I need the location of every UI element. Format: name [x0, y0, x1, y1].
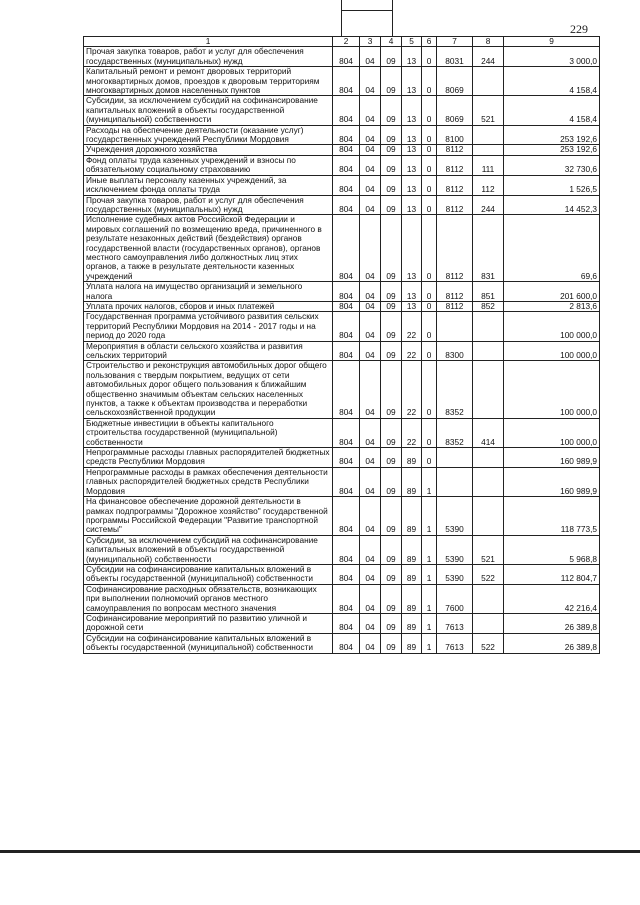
row-amount-cell: 160 989,9 — [504, 448, 600, 468]
row-amount-cell: 201 600,0 — [504, 282, 600, 302]
row-code-cell — [473, 312, 504, 341]
scan-line-left — [341, 0, 342, 36]
row-name-cell: Уплата прочих налогов, сборов и иных платежей — [84, 301, 333, 311]
row-code-cell: 804 — [333, 564, 360, 584]
row-name-cell: Учреждения дорожного хозяйства — [84, 145, 333, 155]
row-code-cell — [473, 341, 504, 361]
row-code-cell: 804 — [333, 361, 360, 418]
row-code-cell: 04 — [360, 312, 381, 341]
row-code-cell: 89 — [402, 613, 422, 633]
column-header-5: 5 — [402, 37, 422, 47]
row-code-cell: 09 — [381, 301, 402, 311]
row-code-cell: 13 — [402, 155, 422, 175]
row-code-cell: 804 — [333, 175, 360, 195]
scan-line-right — [392, 0, 393, 36]
row-name-cell: Расходы на обеспечение деятельности (оказание услуг) государственных учреждений Республики Мордовия — [84, 125, 333, 145]
row-amount-cell: 69,6 — [504, 215, 600, 282]
row-code-cell: 04 — [360, 497, 381, 536]
row-code-cell: 831 — [473, 215, 504, 282]
row-code-cell: 1 — [422, 613, 437, 633]
row-code-cell: 804 — [333, 497, 360, 536]
row-code-cell: 89 — [402, 584, 422, 613]
row-code-cell: 8300 — [437, 341, 473, 361]
column-header-3: 3 — [360, 37, 381, 47]
row-code-cell: 13 — [402, 67, 422, 96]
row-code-cell: 8112 — [437, 155, 473, 175]
row-code-cell: 804 — [333, 155, 360, 175]
row-code-cell: 0 — [422, 175, 437, 195]
table-row — [84, 125, 600, 145]
row-code-cell: 1 — [422, 564, 437, 584]
row-code-cell: 09 — [381, 47, 402, 67]
row-code-cell: 0 — [422, 67, 437, 96]
row-code-cell: 804 — [333, 312, 360, 341]
row-code-cell: 111 — [473, 155, 504, 175]
row-code-cell: 13 — [402, 96, 422, 125]
row-code-cell: 09 — [381, 613, 402, 633]
row-code-cell: 13 — [402, 282, 422, 302]
row-amount-cell: 112 804,7 — [504, 564, 600, 584]
row-code-cell: 04 — [360, 535, 381, 564]
row-code-cell: 0 — [422, 47, 437, 67]
column-header-7: 7 — [437, 37, 473, 47]
row-code-cell: 8112 — [437, 215, 473, 282]
row-code-cell — [473, 613, 504, 633]
row-code-cell: 89 — [402, 467, 422, 496]
row-name-cell: На финансовое обеспечение дорожной деятельности в рамках подпрограммы "Дорожное хозяйство" государственной программы Российской Федерации "Развитие транспортной системы" — [84, 497, 333, 536]
row-code-cell: 04 — [360, 467, 381, 496]
table-row — [84, 312, 600, 341]
row-amount-cell: 32 730,6 — [504, 155, 600, 175]
row-code-cell: 04 — [360, 67, 381, 96]
row-code-cell: 1 — [422, 467, 437, 496]
row-name-cell: Уплата налога на имущество организаций и земельного налога — [84, 282, 333, 302]
row-code-cell: 0 — [422, 215, 437, 282]
row-code-cell: 522 — [473, 564, 504, 584]
row-amount-cell: 253 192,6 — [504, 125, 600, 145]
column-header-4: 4 — [381, 37, 402, 47]
row-code-cell: 0 — [422, 312, 437, 341]
row-amount-cell: 4 158,4 — [504, 96, 600, 125]
row-code-cell: 09 — [381, 195, 402, 215]
table-row — [84, 361, 600, 418]
row-code-cell: 04 — [360, 448, 381, 468]
row-name-cell: Субсидии, за исключением субсидий на софинансирование капитальных вложений в объекты государственной (муниципальной) собственности — [84, 535, 333, 564]
row-code-cell: 04 — [360, 175, 381, 195]
row-code-cell: 09 — [381, 312, 402, 341]
row-code-cell: 7600 — [437, 584, 473, 613]
row-code-cell: 0 — [422, 361, 437, 418]
table-body — [84, 47, 600, 653]
table-row — [84, 155, 600, 175]
row-code-cell: 8112 — [437, 301, 473, 311]
row-code-cell: 0 — [422, 195, 437, 215]
row-code-cell: 0 — [422, 418, 437, 447]
table-row — [84, 341, 600, 361]
row-code-cell: 1 — [422, 535, 437, 564]
row-code-cell: 0 — [422, 96, 437, 125]
row-code-cell: 09 — [381, 467, 402, 496]
row-code-cell: 8069 — [437, 96, 473, 125]
row-name-cell: Капитальный ремонт и ремонт дворовых территорий многоквартирных домов, проездов к дворовым территориям многоквартирных домов населенных пунктов — [84, 67, 333, 96]
column-header-9: 9 — [504, 37, 600, 47]
row-code-cell: 414 — [473, 418, 504, 447]
row-code-cell: 8112 — [437, 195, 473, 215]
row-amount-cell: 100 000,0 — [504, 418, 600, 447]
row-code-cell: 04 — [360, 584, 381, 613]
row-name-cell: Прочая закупка товаров, работ и услуг для обеспечения государственных (муниципальных) нужд — [84, 195, 333, 215]
row-code-cell: 804 — [333, 67, 360, 96]
row-code-cell: 04 — [360, 282, 381, 302]
row-code-cell: 09 — [381, 564, 402, 584]
row-amount-cell: 1 526,5 — [504, 175, 600, 195]
row-code-cell: 89 — [402, 535, 422, 564]
row-code-cell: 804 — [333, 633, 360, 653]
row-code-cell: 804 — [333, 282, 360, 302]
table-row — [84, 448, 600, 468]
row-code-cell: 09 — [381, 282, 402, 302]
row-code-cell: 804 — [333, 613, 360, 633]
row-code-cell: 804 — [333, 301, 360, 311]
table-row — [84, 564, 600, 584]
row-code-cell: 22 — [402, 312, 422, 341]
row-code-cell: 22 — [402, 418, 422, 447]
table-row — [84, 497, 600, 536]
row-code-cell: 244 — [473, 47, 504, 67]
row-name-cell: Субсидии на софинансирование капитальных вложений в объекты государственной (муниципальной) собственности — [84, 564, 333, 584]
table-row — [84, 584, 600, 613]
row-name-cell: Строительство и реконструкция автомобильных дорог общего пользования с твердым покрытием, ведущих от сети автомобильных дорог общего пользования к ближайшим общественно значимым объектам сельских населенных пунктов, а также к объектам производства и переработки сельскохозяйственной продукции — [84, 361, 333, 418]
row-code-cell: 89 — [402, 564, 422, 584]
column-header-8: 8 — [473, 37, 504, 47]
row-code-cell: 521 — [473, 96, 504, 125]
row-code-cell: 521 — [473, 535, 504, 564]
row-name-cell: Исполнение судебных актов Российской Федерации и мировых соглашений по возмещению вреда, причиненного в результате незаконных действий (бездействия) органов государственной власти (государственных органов), органов местного самоуправления либо должностных лиц этих органов, а также в результате деятельности казенных учреждений — [84, 215, 333, 282]
row-code-cell: 22 — [402, 341, 422, 361]
row-code-cell: 1 — [422, 497, 437, 536]
row-code-cell: 1 — [422, 584, 437, 613]
row-code-cell: 09 — [381, 361, 402, 418]
row-code-cell: 89 — [402, 448, 422, 468]
row-code-cell: 09 — [381, 497, 402, 536]
row-code-cell: 5390 — [437, 497, 473, 536]
row-code-cell: 04 — [360, 195, 381, 215]
row-name-cell: Софинансирование расходных обязательств, возникающих при выполнении полномочий органов местного самоуправления по вопросам местного значения — [84, 584, 333, 613]
row-code-cell: 804 — [333, 467, 360, 496]
row-amount-cell: 118 773,5 — [504, 497, 600, 536]
scan-line-top — [341, 10, 393, 11]
row-code-cell: 09 — [381, 633, 402, 653]
row-code-cell: 804 — [333, 96, 360, 125]
row-code-cell — [473, 125, 504, 145]
table-row — [84, 145, 600, 155]
row-code-cell: 7613 — [437, 613, 473, 633]
row-code-cell: 0 — [422, 448, 437, 468]
row-amount-cell: 14 452,3 — [504, 195, 600, 215]
row-code-cell: 244 — [473, 195, 504, 215]
row-amount-cell: 3 000,0 — [504, 47, 600, 67]
column-header-2: 2 — [333, 37, 360, 47]
row-code-cell: 89 — [402, 497, 422, 536]
row-code-cell: 09 — [381, 215, 402, 282]
table-header-row — [84, 37, 600, 47]
row-name-cell: Государственная программа устойчивого развития сельских территорий Республики Мордовия на 2014 - 2017 годы и на период до 2020 года — [84, 312, 333, 341]
row-code-cell: 09 — [381, 155, 402, 175]
row-code-cell: 5390 — [437, 535, 473, 564]
page-number: 229 — [570, 22, 588, 36]
scan-bottom-edge — [0, 850, 640, 853]
table-row — [84, 175, 600, 195]
row-code-cell: 13 — [402, 125, 422, 145]
row-code-cell — [473, 448, 504, 468]
row-code-cell — [473, 67, 504, 96]
row-code-cell: 89 — [402, 633, 422, 653]
table-row — [84, 613, 600, 633]
row-code-cell: 804 — [333, 341, 360, 361]
row-code-cell: 8100 — [437, 125, 473, 145]
row-code-cell: 8352 — [437, 418, 473, 447]
row-code-cell — [473, 497, 504, 536]
row-code-cell — [437, 467, 473, 496]
row-amount-cell: 5 968,8 — [504, 535, 600, 564]
row-code-cell: 804 — [333, 418, 360, 447]
row-name-cell: Бюджетные инвестиции в объекты капитального строительства государственной (муниципальной) собственности — [84, 418, 333, 447]
row-amount-cell: 26 389,8 — [504, 613, 600, 633]
row-code-cell: 8069 — [437, 67, 473, 96]
row-name-cell: Непрограммные расходы в рамках обеспечения деятельности главных распорядителей бюджетных средств Республики Мордовия — [84, 467, 333, 496]
table-row — [84, 47, 600, 67]
row-name-cell: Мероприятия в области сельского хозяйства и развития сельских территорий — [84, 341, 333, 361]
row-code-cell: 04 — [360, 613, 381, 633]
row-code-cell — [473, 145, 504, 155]
row-amount-cell: 4 158,4 — [504, 67, 600, 96]
row-code-cell: 804 — [333, 448, 360, 468]
row-code-cell: 8112 — [437, 282, 473, 302]
row-code-cell: 13 — [402, 175, 422, 195]
row-name-cell: Софинансирование мероприятий по развитию уличной и дорожной сети — [84, 613, 333, 633]
row-code-cell: 09 — [381, 96, 402, 125]
row-name-cell: Иные выплаты персоналу казенных учреждений, за исключением фонда оплаты труда — [84, 175, 333, 195]
row-amount-cell: 42 216,4 — [504, 584, 600, 613]
row-code-cell: 04 — [360, 215, 381, 282]
row-code-cell: 804 — [333, 145, 360, 155]
row-code-cell: 0 — [422, 145, 437, 155]
row-code-cell: 04 — [360, 341, 381, 361]
row-code-cell: 04 — [360, 564, 381, 584]
row-code-cell: 0 — [422, 282, 437, 302]
row-code-cell: 09 — [381, 125, 402, 145]
row-name-cell: Субсидии на софинансирование капитальных вложений в объекты государственной (муниципальной) собственности — [84, 633, 333, 653]
row-code-cell: 0 — [422, 341, 437, 361]
table-row — [84, 195, 600, 215]
row-code-cell: 04 — [360, 125, 381, 145]
row-code-cell: 09 — [381, 175, 402, 195]
row-code-cell: 522 — [473, 633, 504, 653]
row-code-cell: 04 — [360, 301, 381, 311]
row-amount-cell: 100 000,0 — [504, 341, 600, 361]
row-name-cell: Фонд оплаты труда казенных учреждений и взносы по обязательному социальному страхованию — [84, 155, 333, 175]
row-code-cell: 112 — [473, 175, 504, 195]
row-code-cell: 851 — [473, 282, 504, 302]
row-code-cell: 13 — [402, 47, 422, 67]
row-code-cell: 13 — [402, 195, 422, 215]
row-code-cell: 0 — [422, 301, 437, 311]
row-code-cell: 09 — [381, 418, 402, 447]
row-code-cell: 13 — [402, 301, 422, 311]
row-amount-cell: 100 000,0 — [504, 361, 600, 418]
row-code-cell: 04 — [360, 418, 381, 447]
row-code-cell: 804 — [333, 47, 360, 67]
row-code-cell: 04 — [360, 361, 381, 418]
row-code-cell: 0 — [422, 125, 437, 145]
column-header-1: 1 — [84, 37, 333, 47]
row-code-cell: 804 — [333, 195, 360, 215]
row-code-cell — [437, 448, 473, 468]
row-code-cell: 04 — [360, 155, 381, 175]
row-name-cell: Непрограммные расходы главных распорядителей бюджетных средств Республики Мордовия — [84, 448, 333, 468]
table-row — [84, 282, 600, 302]
row-code-cell: 04 — [360, 47, 381, 67]
row-name-cell: Субсидии, за исключением субсидий на софинансирование капитальных вложений в объекты государственной (муниципальной) собственности — [84, 96, 333, 125]
table-row — [84, 215, 600, 282]
table-row — [84, 467, 600, 496]
table-row — [84, 633, 600, 653]
row-code-cell: 804 — [333, 125, 360, 145]
row-amount-cell: 100 000,0 — [504, 312, 600, 341]
row-code-cell: 7613 — [437, 633, 473, 653]
row-code-cell: 1 — [422, 633, 437, 653]
row-code-cell — [473, 467, 504, 496]
row-code-cell: 09 — [381, 535, 402, 564]
row-code-cell: 8031 — [437, 47, 473, 67]
row-code-cell — [473, 361, 504, 418]
column-header-6: 6 — [422, 37, 437, 47]
row-code-cell: 09 — [381, 341, 402, 361]
row-code-cell: 8352 — [437, 361, 473, 418]
row-name-cell: Прочая закупка товаров, работ и услуг для обеспечения государственных (муниципальных) нужд — [84, 47, 333, 67]
table-row — [84, 67, 600, 96]
row-code-cell: 8112 — [437, 145, 473, 155]
table-row — [84, 96, 600, 125]
row-code-cell: 804 — [333, 215, 360, 282]
row-code-cell: 09 — [381, 145, 402, 155]
row-code-cell: 0 — [422, 155, 437, 175]
row-code-cell: 04 — [360, 633, 381, 653]
row-amount-cell: 26 389,8 — [504, 633, 600, 653]
row-code-cell — [473, 584, 504, 613]
row-code-cell — [437, 312, 473, 341]
row-code-cell: 804 — [333, 535, 360, 564]
row-code-cell: 5390 — [437, 564, 473, 584]
row-code-cell: 04 — [360, 145, 381, 155]
row-amount-cell: 253 192,6 — [504, 145, 600, 155]
row-amount-cell: 2 813,6 — [504, 301, 600, 311]
budget-table — [83, 36, 600, 654]
row-amount-cell: 160 989,9 — [504, 467, 600, 496]
row-code-cell: 8112 — [437, 175, 473, 195]
table-row — [84, 418, 600, 447]
row-code-cell: 09 — [381, 584, 402, 613]
table-row — [84, 535, 600, 564]
table-row — [84, 301, 600, 311]
row-code-cell: 13 — [402, 215, 422, 282]
row-code-cell: 804 — [333, 584, 360, 613]
row-code-cell: 22 — [402, 361, 422, 418]
row-code-cell: 09 — [381, 448, 402, 468]
row-code-cell: 09 — [381, 67, 402, 96]
row-code-cell: 852 — [473, 301, 504, 311]
row-code-cell: 04 — [360, 96, 381, 125]
row-code-cell: 13 — [402, 145, 422, 155]
